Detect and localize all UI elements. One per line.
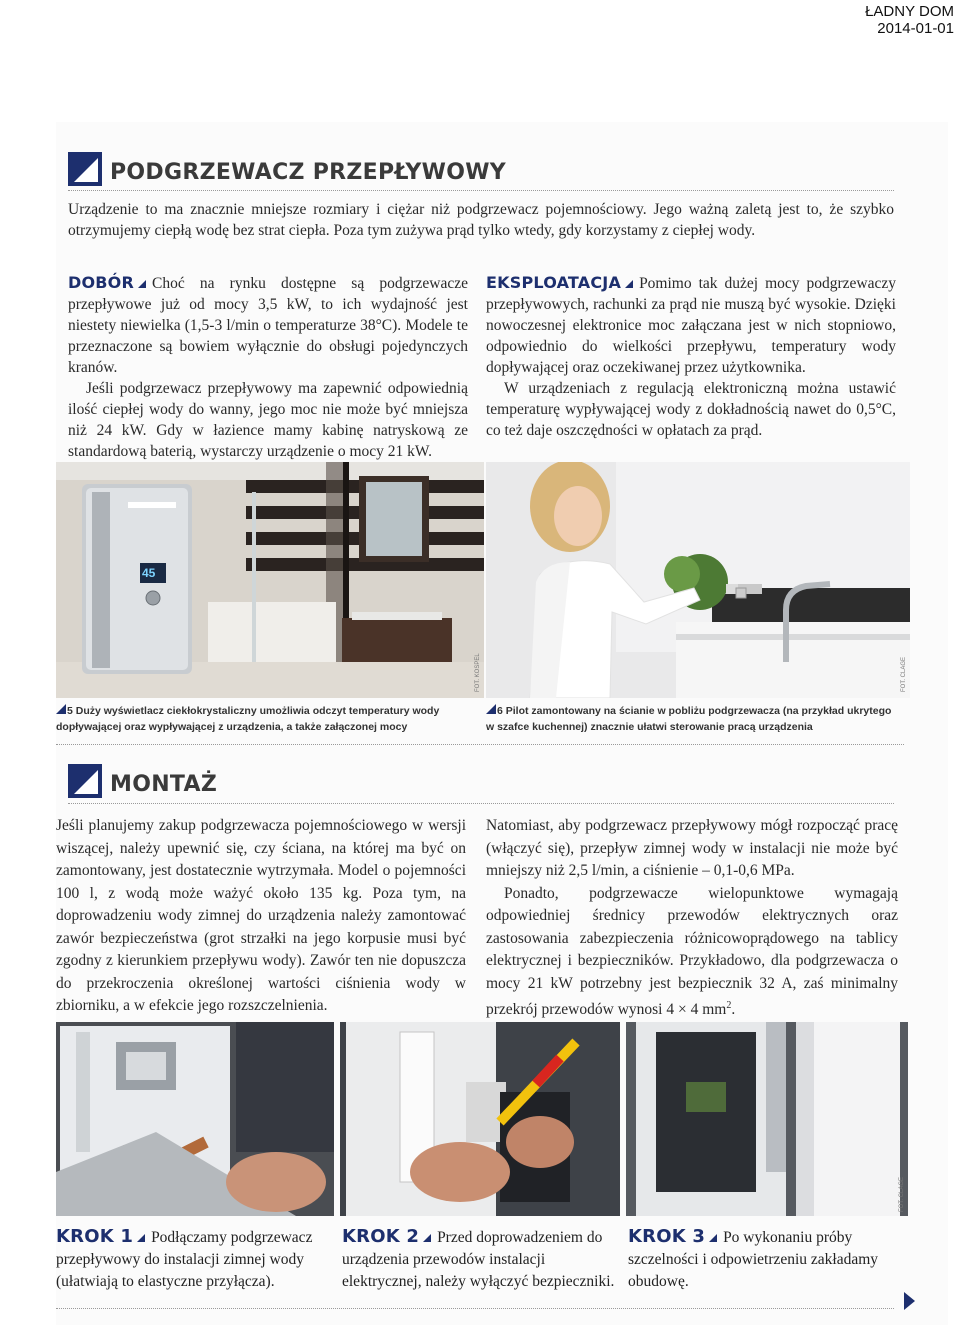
dobor-heading: DOBÓR	[68, 273, 134, 292]
dobor-paragraph-2: Jeśli podgrzewacz przepływowy ma zapewnić odpowiednią ilość ciepłej wody do wanny, jego moc nie może być mniejsza niż 24 kW. Gdy w łazience mamy kabinę natryskową ze standardową baterią, wystarczy urządzenie o mocy 21 kW.	[68, 380, 468, 460]
eksploatacja-paragraph-1: Pomimo tak dużej mocy podgrzewaczy przepływowych, rachunki za prąd nie muszą być wysokie. Dzięki nowoczesnej elektronice moc załączana jest w nich stopniowo, odpowiednio do wielkości przepływu, temperatury wody dopływającej oraz oczekiwanej przez użytkownika.	[486, 275, 896, 376]
next-page-arrow-icon	[904, 1292, 915, 1310]
step-text: Podłączamy podgrzewacz przepływowy do instalacji zimnej wody (ułatwiają to elastyczne przyłącza).	[56, 1229, 313, 1290]
photo-step-1	[56, 1022, 334, 1216]
eksploatacja-column	[486, 272, 896, 441]
arrow-icon	[137, 1234, 145, 1242]
divider	[56, 1308, 894, 1309]
arrow-icon	[423, 1234, 431, 1242]
caption-marker-icon	[56, 704, 66, 714]
step-text: Przed doprowadzeniem do urządzenia przewodów instalacji elektrycznej, należy wyłączyć bezpieczniki.	[342, 1229, 615, 1290]
photo-credit: FOT. CLAGE	[899, 1176, 905, 1212]
period: .	[731, 1001, 736, 1019]
montaz-left-column: Jeśli planujemy zakup podgrzewacza pojemnościowego w wersji wiszącej, należy upewnić się, czy ściana, na której ma być on zamontowany, jest dostatecznie wytrzymała. Model o pojemności 100 l, z wodą może ważyć około 135 kg. Poza tym, na doprowadzeniu wody zimnej do urządzenia należy zamontować zawór bezpieczeństwa (grot strzałki na jego korpusie musi być zgodny z kierunkiem przepływu wody). Zawór ten nie dopuszcza do przekroczenia określonej wartości ciśnienia wody w zbiorniku, a w efekcie jego rozszczelnienia.	[56, 817, 466, 1014]
montaz-right-column	[486, 815, 898, 1022]
photo-credit: FOT. KOSPEL	[475, 653, 481, 692]
caption-text: Pilot zamontowany na ścianie w pobliżu podgrzewacza (na przykład ukrytego w szafce kuchennej) znacznie ułatwi sterowanie pracą urządzenia	[486, 705, 892, 733]
arrow-icon	[625, 280, 633, 288]
montaz-right-paragraph-2	[486, 883, 898, 1022]
publication-date: 2014-01-01	[877, 20, 954, 37]
publication-name: ŁADNY DOM	[865, 3, 954, 20]
photo-woman-kitchen-remote	[486, 462, 910, 698]
step-2	[342, 1226, 620, 1293]
superscript: 2	[726, 1000, 732, 1011]
publication-stamp	[865, 3, 954, 37]
intro-paragraph: Urządzenie to ma znacznie mniejsze rozmiary i ciężar niż podgrzewacz pojemnościowy. Jego ważną zaletą jest to, że szybko otrzymujemy ciepłą wodę bez strat ciepła. Poza tym zużywa prąd tylko wtedy, gdy korzystamy z ciepłej wody.	[68, 201, 894, 239]
dobor-column	[68, 272, 468, 462]
photo-water-heater-bathroom	[56, 462, 484, 698]
section-marker-icon	[68, 764, 102, 798]
divider	[68, 190, 894, 191]
caption-number: 5	[67, 705, 73, 717]
arrow-icon	[709, 1234, 717, 1242]
step-heading: KROK 1	[56, 1226, 134, 1247]
montaz-right-paragraph-2-text: Ponadto, podgrzewacze wielopunktowe wymagają odpowiedniej średnicy przewodów elektrycznych oraz zastosowania zabezpieczenia różnicowoprądowego na tablicy elektrycznej i bezpieczników. Przykładowo, dla podgrzewacza o mocy 21 kW potrzebny jest bezpiecznik 32 A, zaś minimalny przekrój przewodów wynosi 4 × 4 mm	[486, 884, 898, 1019]
photo-step-3	[626, 1022, 908, 1216]
divider	[56, 744, 904, 745]
divider	[68, 803, 894, 804]
section-title: PODGRZEWACZ PRZEPŁYWOWY	[110, 160, 506, 185]
montaz-right-paragraph-1: Natomiast, aby podgrzewacz przepływowy mógł rozpocząć pracę (włączyć się), przepływ zimnej wody w instalacji nie może być mniejszy niż 2,5 l/min, a ciśnienie – 0,1-0,6 MPa.	[486, 817, 898, 879]
heater-display: 45	[142, 566, 156, 580]
caption-photo-5	[56, 703, 484, 735]
eksploatacja-paragraph-2: W urządzeniach z regulacją elektroniczną można ustawić temperaturę wypływającej wody z dokładnością nawet do 0,5°C, co też daje oszczędności w opłatach za prąd.	[486, 380, 896, 439]
step-3	[628, 1226, 900, 1293]
eksploatacja-heading: EKSPLOATACJA	[486, 273, 622, 292]
arrow-icon	[138, 280, 146, 288]
step-heading: KROK 2	[342, 1226, 420, 1247]
step-heading: KROK 3	[628, 1226, 706, 1247]
photo-step-2	[340, 1022, 620, 1216]
step-text: Po wykonaniu próby szczelności i odpowietrzeniu zakładamy obudowę.	[628, 1229, 879, 1290]
photo-credit: FOT. CLAGE	[901, 656, 907, 692]
dobor-paragraph-1: Choć na rynku dostępne są podgrzewacze przepływowe już od mocy 3,5 kW, to ich wydajność jest niestety niewielka (1,5-3 l/min o temperaturze 38°C). Modele te przeznaczone są bowiem wyłącznie do obsługi pojedynczych kranów.	[68, 275, 468, 376]
caption-marker-icon	[486, 704, 496, 714]
caption-text: Duży wyświetlacz ciekłokrystaliczny umożliwia odczyt temperatury wody dopływającej oraz wypływającej z urządzenia, a także załączonej mocy	[56, 705, 440, 733]
section-title: MONTAŻ	[110, 772, 218, 797]
step-1	[56, 1226, 334, 1293]
section-marker-icon	[68, 152, 102, 186]
caption-number: 6	[497, 705, 503, 717]
caption-photo-6	[486, 703, 896, 735]
